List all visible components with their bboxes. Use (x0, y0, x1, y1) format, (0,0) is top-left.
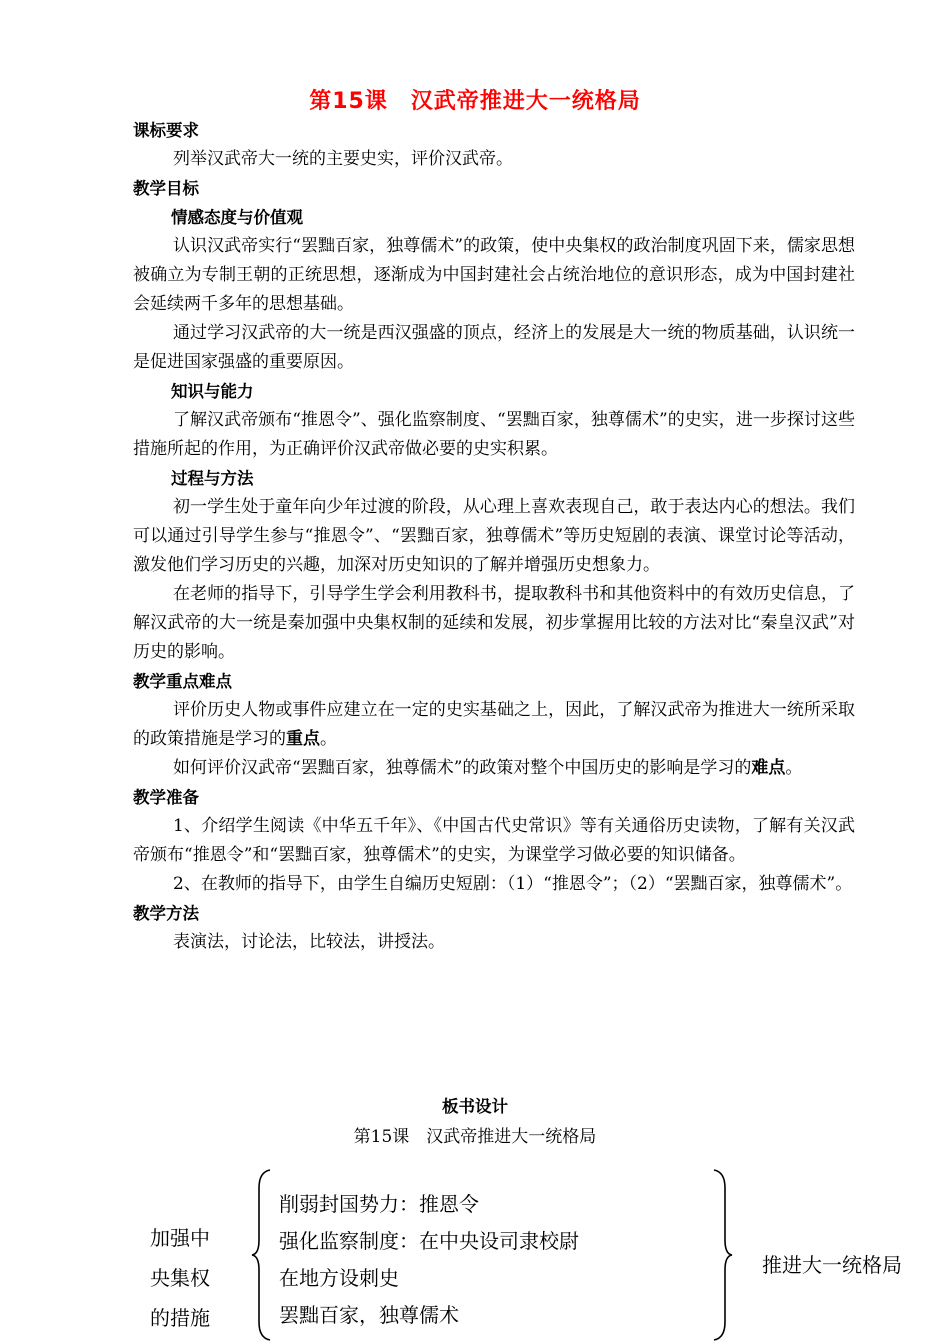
board-item-3: 在地方设刺史 (279, 1266, 399, 1290)
lesson-content (133, 116, 855, 957)
board-item-4: 罢黜百家，独尊儒术 (279, 1303, 459, 1327)
keypoint-paragraph (133, 696, 855, 754)
curriculum-heading: 课标要求 (133, 121, 199, 140)
knowledge-heading: 知识与能力 (171, 382, 254, 401)
curriculum-text: 列举汉武帝大一统的主要史实，评价汉武帝。 (173, 149, 513, 169)
goals-heading: 教学目标 (133, 179, 199, 198)
lesson-title: 第15课 汉武帝推进大一统格局 (309, 89, 641, 114)
board-design-heading: 板书设计 (442, 1097, 508, 1116)
preparation-item-2: 2、在教师的指导下，由学生自编历史短剧：（1）“推恩令”；（2）“罢黜百家，独尊儒术”。 (173, 874, 853, 894)
board-conclusion: 推进大一统格局 (762, 1253, 902, 1277)
preparation-heading: 教学准备 (133, 788, 199, 807)
keypoints-heading: 教学重点难点 (133, 672, 232, 691)
difficulty-paragraph (133, 754, 855, 783)
emotion-paragraph-1: 认识汉武帝实行“罢黜百家，独尊儒术”的政策，使中央集权的政治制度巩固下来，儒家思想被确立为专制王朝的正统思想，逐渐成为中国封建社会占统治地位的意识形态，成为中国封建社会延续两千多年的思想基础。 (133, 236, 855, 314)
methods-text: 表演法，讨论法，比较法，讲授法。 (173, 932, 445, 952)
keypoint-text: 评价历史人物或事件应建立在一定的史实基础之上，因此，了解汉武帝为推进大一统所采取的政策措施是学习的 (133, 700, 855, 749)
difficulty-text: 如何评价汉武帝“罢黜百家，独尊儒术”的政策对整个中国历史的影响是学习的 (173, 758, 752, 778)
difficulty-emphasis: 难点 (751, 758, 786, 778)
right-brace-icon (710, 1168, 734, 1342)
process-paragraph-1: 初一学生处于童年向少年过渡的阶段，从心理上喜欢表现自己，敢于表达内心的想法。我们可以通过引导学生参与“推恩令”、“罢黜百家，独尊儒术”等历史短剧的表演、课堂讨论等活动，激发他们学习历史的兴趣，加深对历史知识的了解并增强历史想象力。 (133, 497, 855, 575)
methods-heading: 教学方法 (133, 904, 199, 923)
board-left-line-2: 央集权 (150, 1266, 210, 1290)
board-measures-list (279, 1186, 699, 1334)
left-brace-icon (250, 1168, 274, 1342)
board-lesson-title: 第15课 汉武帝推进大一统格局 (353, 1127, 597, 1147)
emotion-heading: 情感态度与价值观 (171, 208, 303, 227)
process-heading: 过程与方法 (171, 469, 254, 488)
emotion-paragraph-2: 通过学习汉武帝的大一统是西汉强盛的顶点，经济上的发展是大一统的物质基础，认识统一是促进国家强盛的重要原因。 (133, 323, 855, 372)
preparation-item-1: 1、介绍学生阅读《中华五千年》、《中国古代史常识》等有关通俗历史读物，了解有关汉武帝颁布“推恩令”和“罢黜百家，独尊儒术”的史实，为课堂学习做必要的知识储备。 (133, 816, 855, 865)
keypoint-end: 。 (320, 729, 337, 749)
knowledge-paragraph: 了解汉武帝颁布“推恩令”、强化监察制度、“罢黜百家，独尊儒术”的史实，进一步探讨这些措施所起的作用，为正确评价汉武帝做必要的史实积累。 (133, 410, 855, 459)
process-paragraph-2: 在老师的指导下，引导学生学会利用教科书，提取教科书和其他资料中的有效历史信息，了解汉武帝的大一统是秦加强中央集权制的延续和发展，初步掌握用比较的方法对比“秦皇汉武”对历史的影响。 (133, 584, 855, 662)
board-item-1: 削弱封国势力：推恩令 (279, 1192, 479, 1216)
board-left-line-3: 的措施 (150, 1306, 210, 1330)
difficulty-end: 。 (785, 758, 803, 778)
keypoint-emphasis: 重点 (286, 729, 320, 749)
board-left-line-1: 加强中 (150, 1226, 210, 1250)
board-left-label (150, 1218, 230, 1338)
board-item-2: 强化监察制度：在中央设司隶校尉 (279, 1229, 579, 1253)
